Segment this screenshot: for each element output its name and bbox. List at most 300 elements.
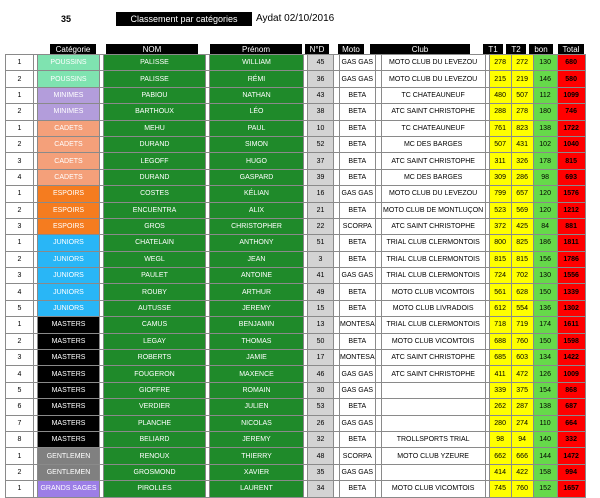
total-cell: 1611 bbox=[557, 317, 585, 333]
numero-cell: 17 bbox=[308, 350, 334, 366]
prenom-cell: ROMAIN bbox=[210, 382, 304, 398]
nom-cell: PALISSE bbox=[104, 55, 206, 71]
t2-cell: 287 bbox=[511, 399, 533, 415]
club-cell: ATC SAINT CHRISTOPHE bbox=[381, 104, 485, 120]
t2-cell: 286 bbox=[511, 169, 533, 185]
t1-cell: 561 bbox=[489, 284, 511, 300]
category-cell: MASTERS bbox=[38, 317, 100, 333]
rank-cell: 3 bbox=[6, 350, 34, 366]
total-cell: 994 bbox=[557, 464, 585, 480]
category-cell: GENTLEMEN bbox=[38, 448, 100, 464]
bon-cell: 154 bbox=[533, 382, 557, 398]
total-cell: 1099 bbox=[557, 87, 585, 103]
table-row bbox=[6, 55, 586, 71]
table-row bbox=[6, 218, 586, 234]
nom-cell: GROS bbox=[104, 218, 206, 234]
club-cell bbox=[381, 464, 485, 480]
table-row bbox=[6, 120, 586, 136]
t2-cell: 825 bbox=[511, 235, 533, 251]
nom-cell: DURAND bbox=[104, 136, 206, 152]
moto-cell: BETA bbox=[340, 235, 376, 251]
t2-cell: 431 bbox=[511, 136, 533, 152]
total-cell: 1556 bbox=[557, 268, 585, 284]
table-row bbox=[6, 415, 586, 431]
table-row bbox=[6, 350, 586, 366]
table-row bbox=[6, 169, 586, 185]
page-number: 35 bbox=[61, 14, 72, 24]
rank-cell: 5 bbox=[6, 382, 34, 398]
category-cell: JUNIORS bbox=[38, 235, 100, 251]
prenom-cell: RÉMI bbox=[210, 71, 304, 87]
total-cell: 332 bbox=[557, 431, 585, 447]
moto-cell: GAS GAS bbox=[340, 382, 376, 398]
table-row bbox=[6, 71, 586, 87]
rank-cell: 2 bbox=[6, 104, 34, 120]
bon-cell: 146 bbox=[533, 71, 557, 87]
category-cell: CADETS bbox=[38, 153, 100, 169]
nom-cell: LEGAY bbox=[104, 333, 206, 349]
total-cell: 1657 bbox=[557, 481, 585, 497]
club-cell: TC CHATEAUNEUF bbox=[381, 120, 485, 136]
category-cell: MASTERS bbox=[38, 431, 100, 447]
table-row bbox=[6, 333, 586, 349]
rank-cell: 1 bbox=[6, 481, 34, 497]
club-cell bbox=[381, 382, 485, 398]
total-cell: 664 bbox=[557, 415, 585, 431]
category-cell: CADETS bbox=[38, 136, 100, 152]
t1-cell: 761 bbox=[489, 120, 511, 136]
prenom-cell: THIERRY bbox=[210, 448, 304, 464]
table-row bbox=[6, 366, 586, 382]
moto-cell: BETA bbox=[340, 104, 376, 120]
prenom-cell: NICOLAS bbox=[210, 415, 304, 431]
t1-cell: 523 bbox=[489, 202, 511, 218]
nom-cell: PABIOU bbox=[104, 87, 206, 103]
column-header-moto: Moto bbox=[338, 44, 364, 56]
nom-cell: MEHU bbox=[104, 120, 206, 136]
club-cell: MOTO CLUB VICOMTOIS bbox=[381, 284, 485, 300]
prenom-cell: JAMIE bbox=[210, 350, 304, 366]
total-cell: 1598 bbox=[557, 333, 585, 349]
category-cell: JUNIORS bbox=[38, 300, 100, 316]
total-cell: 746 bbox=[557, 104, 585, 120]
total-cell: 1722 bbox=[557, 120, 585, 136]
bon-cell: 158 bbox=[533, 464, 557, 480]
table-row bbox=[6, 104, 586, 120]
table-row bbox=[6, 399, 586, 415]
t1-cell: 288 bbox=[489, 104, 511, 120]
club-cell: TRIAL CLUB CLERMONTOIS bbox=[381, 235, 485, 251]
category-cell: JUNIORS bbox=[38, 284, 100, 300]
t2-cell: 326 bbox=[511, 153, 533, 169]
rank-cell: 8 bbox=[6, 431, 34, 447]
numero-cell: 13 bbox=[308, 317, 334, 333]
t1-cell: 372 bbox=[489, 218, 511, 234]
bon-cell: 130 bbox=[533, 268, 557, 284]
t1-cell: 262 bbox=[489, 399, 511, 415]
t1-cell: 745 bbox=[489, 481, 511, 497]
nom-cell: GIOFFRE bbox=[104, 382, 206, 398]
category-cell: POUSSINS bbox=[38, 55, 100, 71]
nom-cell: ENCUENTRA bbox=[104, 202, 206, 218]
prenom-cell: ANTOINE bbox=[210, 268, 304, 284]
rank-cell: 1 bbox=[6, 235, 34, 251]
numero-cell: 16 bbox=[308, 186, 334, 202]
moto-cell: BETA bbox=[340, 136, 376, 152]
numero-cell: 26 bbox=[308, 415, 334, 431]
t2-cell: 219 bbox=[511, 71, 533, 87]
prenom-cell: SIMON bbox=[210, 136, 304, 152]
t2-cell: 507 bbox=[511, 87, 533, 103]
t2-cell: 760 bbox=[511, 333, 533, 349]
prenom-cell: PAUL bbox=[210, 120, 304, 136]
moto-cell: GAS GAS bbox=[340, 55, 376, 71]
nom-cell: GROSMOND bbox=[104, 464, 206, 480]
nom-cell: RENOUX bbox=[104, 448, 206, 464]
t2-cell: 278 bbox=[511, 104, 533, 120]
bon-cell: 174 bbox=[533, 317, 557, 333]
t1-cell: 685 bbox=[489, 350, 511, 366]
category-cell: MASTERS bbox=[38, 333, 100, 349]
moto-cell: BETA bbox=[340, 399, 376, 415]
bon-cell: 98 bbox=[533, 169, 557, 185]
t2-cell: 657 bbox=[511, 186, 533, 202]
bon-cell: 136 bbox=[533, 300, 557, 316]
nom-cell: PALISSE bbox=[104, 71, 206, 87]
bon-cell: 186 bbox=[533, 235, 557, 251]
rank-cell: 2 bbox=[6, 333, 34, 349]
table-row bbox=[6, 136, 586, 152]
category-cell: ESPOIRS bbox=[38, 186, 100, 202]
moto-cell: GAS GAS bbox=[340, 186, 376, 202]
rank-cell: 3 bbox=[6, 218, 34, 234]
t2-cell: 94 bbox=[511, 431, 533, 447]
prenom-cell: WILLIAM bbox=[210, 55, 304, 71]
prenom-cell: MAXENCE bbox=[210, 366, 304, 382]
club-cell: TROLLSPORTS TRIAL bbox=[381, 431, 485, 447]
rank-cell: 2 bbox=[6, 202, 34, 218]
rank-cell: 3 bbox=[6, 153, 34, 169]
bon-cell: 120 bbox=[533, 202, 557, 218]
t1-cell: 98 bbox=[489, 431, 511, 447]
bon-cell: 130 bbox=[533, 55, 557, 71]
column-header-categorie: Catégorie bbox=[50, 44, 96, 56]
bon-cell: 178 bbox=[533, 153, 557, 169]
t2-cell: 375 bbox=[511, 382, 533, 398]
numero-cell: 3 bbox=[308, 251, 334, 267]
moto-cell: BETA bbox=[340, 333, 376, 349]
total-cell: 687 bbox=[557, 399, 585, 415]
nom-cell: CAMUS bbox=[104, 317, 206, 333]
table-row bbox=[6, 251, 586, 267]
nom-cell: ROUBY bbox=[104, 284, 206, 300]
club-cell: MOTO CLUB DU LEVEZOU bbox=[381, 55, 485, 71]
t1-cell: 311 bbox=[489, 153, 511, 169]
bon-cell: 112 bbox=[533, 87, 557, 103]
table-row bbox=[6, 186, 586, 202]
table-row bbox=[6, 235, 586, 251]
total-cell: 1472 bbox=[557, 448, 585, 464]
numero-cell: 48 bbox=[308, 448, 334, 464]
prenom-cell: KÉLIAN bbox=[210, 186, 304, 202]
column-header-prenom: Prénom bbox=[210, 44, 302, 56]
event-date: Aydat 02/10/2016 bbox=[256, 13, 335, 24]
bon-cell: 150 bbox=[533, 333, 557, 349]
moto-cell: GAS GAS bbox=[340, 71, 376, 87]
category-cell: JUNIORS bbox=[38, 251, 100, 267]
moto-cell: BETA bbox=[340, 251, 376, 267]
t1-cell: 718 bbox=[489, 317, 511, 333]
t1-cell: 309 bbox=[489, 169, 511, 185]
t2-cell: 422 bbox=[511, 464, 533, 480]
t1-cell: 215 bbox=[489, 71, 511, 87]
rank-cell: 1 bbox=[6, 55, 34, 71]
bon-cell: 120 bbox=[533, 186, 557, 202]
bon-cell: 156 bbox=[533, 251, 557, 267]
rank-cell: 1 bbox=[6, 186, 34, 202]
t1-cell: 724 bbox=[489, 268, 511, 284]
category-cell: ESPOIRS bbox=[38, 218, 100, 234]
nom-cell: VERDIER bbox=[104, 399, 206, 415]
category-cell: POUSSINS bbox=[38, 71, 100, 87]
bon-cell: 84 bbox=[533, 218, 557, 234]
numero-cell: 37 bbox=[308, 153, 334, 169]
numero-cell: 50 bbox=[308, 333, 334, 349]
column-header-bon: bon bbox=[529, 44, 553, 56]
numero-cell: 32 bbox=[308, 431, 334, 447]
moto-cell: MONTESA bbox=[340, 350, 376, 366]
moto-cell: BETA bbox=[340, 169, 376, 185]
table-row bbox=[6, 153, 586, 169]
bon-cell: 180 bbox=[533, 104, 557, 120]
nom-cell: COSTES bbox=[104, 186, 206, 202]
nom-cell: PLANCHE bbox=[104, 415, 206, 431]
column-header-t1: T1 bbox=[483, 44, 503, 56]
club-cell: TRIAL CLUB CLERMONTOIS bbox=[381, 251, 485, 267]
club-cell: ATC SAINT CHRISTOPHE bbox=[381, 218, 485, 234]
t2-cell: 274 bbox=[511, 415, 533, 431]
numero-cell: 53 bbox=[308, 399, 334, 415]
category-cell: MINIMES bbox=[38, 87, 100, 103]
t1-cell: 688 bbox=[489, 333, 511, 349]
numero-cell: 22 bbox=[308, 218, 334, 234]
table-row bbox=[6, 382, 586, 398]
category-cell: GENTLEMEN bbox=[38, 464, 100, 480]
nom-cell: PIROLLES bbox=[104, 481, 206, 497]
bon-cell: 140 bbox=[533, 431, 557, 447]
category-cell: MASTERS bbox=[38, 415, 100, 431]
moto-cell: GAS GAS bbox=[340, 268, 376, 284]
club-cell: MOTO CLUB DU LEVEZOU bbox=[381, 186, 485, 202]
prenom-cell: LÉO bbox=[210, 104, 304, 120]
category-cell: ESPOIRS bbox=[38, 202, 100, 218]
t1-cell: 507 bbox=[489, 136, 511, 152]
prenom-cell: THOMAS bbox=[210, 333, 304, 349]
category-cell: CADETS bbox=[38, 120, 100, 136]
club-cell bbox=[381, 399, 485, 415]
t1-cell: 612 bbox=[489, 300, 511, 316]
bon-cell: 138 bbox=[533, 120, 557, 136]
total-cell: 680 bbox=[557, 55, 585, 71]
column-header-nom: NOM bbox=[106, 44, 198, 56]
prenom-cell: ANTHONY bbox=[210, 235, 304, 251]
prenom-cell: HUGO bbox=[210, 153, 304, 169]
numero-cell: 46 bbox=[308, 366, 334, 382]
numero-cell: 41 bbox=[308, 268, 334, 284]
club-cell: ATC SAINT CHRISTOPHE bbox=[381, 153, 485, 169]
prenom-cell: JEREMY bbox=[210, 300, 304, 316]
nom-cell: PAULET bbox=[104, 268, 206, 284]
category-cell: MASTERS bbox=[38, 350, 100, 366]
bon-cell: 134 bbox=[533, 350, 557, 366]
prenom-cell: CHRISTOPHER bbox=[210, 218, 304, 234]
table-row bbox=[6, 87, 586, 103]
t2-cell: 569 bbox=[511, 202, 533, 218]
nom-cell: BARTHOUX bbox=[104, 104, 206, 120]
t1-cell: 799 bbox=[489, 186, 511, 202]
table-row bbox=[6, 448, 586, 464]
numero-cell: 39 bbox=[308, 169, 334, 185]
rank-cell: 2 bbox=[6, 71, 34, 87]
numero-cell: 49 bbox=[308, 284, 334, 300]
moto-cell: MONTESA bbox=[340, 317, 376, 333]
numero-cell: 43 bbox=[308, 87, 334, 103]
numero-cell: 38 bbox=[308, 104, 334, 120]
total-cell: 1811 bbox=[557, 235, 585, 251]
total-cell: 1422 bbox=[557, 350, 585, 366]
club-cell: ATC SAINT CHRISTOPHE bbox=[381, 350, 485, 366]
rank-cell: 7 bbox=[6, 415, 34, 431]
nom-cell: BELIARD bbox=[104, 431, 206, 447]
table-row bbox=[6, 300, 586, 316]
table-row bbox=[6, 284, 586, 300]
club-cell: MOTO CLUB VICOMTOIS bbox=[381, 481, 485, 497]
moto-cell: GAS GAS bbox=[340, 366, 376, 382]
moto-cell: BETA bbox=[340, 481, 376, 497]
t2-cell: 719 bbox=[511, 317, 533, 333]
moto-cell: SCORPA bbox=[340, 218, 376, 234]
bon-cell: 144 bbox=[533, 448, 557, 464]
t1-cell: 411 bbox=[489, 366, 511, 382]
rank-cell: 5 bbox=[6, 300, 34, 316]
rank-cell: 4 bbox=[6, 169, 34, 185]
club-cell: MC DES BARGES bbox=[381, 169, 485, 185]
category-cell: MASTERS bbox=[38, 399, 100, 415]
rank-cell: 1 bbox=[6, 87, 34, 103]
club-cell: TC CHATEAUNEUF bbox=[381, 87, 485, 103]
nom-cell: AUTUSSE bbox=[104, 300, 206, 316]
total-cell: 1339 bbox=[557, 284, 585, 300]
moto-cell: BETA bbox=[340, 431, 376, 447]
t1-cell: 800 bbox=[489, 235, 511, 251]
t2-cell: 554 bbox=[511, 300, 533, 316]
numero-cell: 52 bbox=[308, 136, 334, 152]
column-header-total: Total bbox=[558, 44, 584, 56]
rank-cell: 1 bbox=[6, 317, 34, 333]
total-cell: 1040 bbox=[557, 136, 585, 152]
numero-cell: 36 bbox=[308, 71, 334, 87]
moto-cell: BETA bbox=[340, 120, 376, 136]
rank-cell: 2 bbox=[6, 136, 34, 152]
rank-cell: 3 bbox=[6, 268, 34, 284]
prenom-cell: GASPARD bbox=[210, 169, 304, 185]
nom-cell: WEGL bbox=[104, 251, 206, 267]
column-header-numero: N°D bbox=[305, 44, 329, 56]
nom-cell: DURAND bbox=[104, 169, 206, 185]
moto-cell: BETA bbox=[340, 153, 376, 169]
t2-cell: 702 bbox=[511, 268, 533, 284]
total-cell: 815 bbox=[557, 153, 585, 169]
club-cell: MOTO CLUB VICOMTOIS bbox=[381, 333, 485, 349]
prenom-cell: LAURENT bbox=[210, 481, 304, 497]
total-cell: 868 bbox=[557, 382, 585, 398]
moto-cell: BETA bbox=[340, 202, 376, 218]
total-cell: 1576 bbox=[557, 186, 585, 202]
moto-cell: BETA bbox=[340, 284, 376, 300]
numero-cell: 21 bbox=[308, 202, 334, 218]
club-cell: MOTO CLUB DE MONTLUÇON bbox=[381, 202, 485, 218]
prenom-cell: ALIX bbox=[210, 202, 304, 218]
table-row bbox=[6, 202, 586, 218]
column-header-t2: T2 bbox=[506, 44, 526, 56]
bon-cell: 138 bbox=[533, 399, 557, 415]
total-cell: 881 bbox=[557, 218, 585, 234]
t1-cell: 662 bbox=[489, 448, 511, 464]
bon-cell: 110 bbox=[533, 415, 557, 431]
table-row bbox=[6, 481, 586, 497]
club-cell bbox=[381, 415, 485, 431]
column-header-club: Club bbox=[370, 44, 470, 56]
t1-cell: 278 bbox=[489, 55, 511, 71]
rank-cell: 1 bbox=[6, 448, 34, 464]
t2-cell: 823 bbox=[511, 120, 533, 136]
prenom-cell: ARTHUR bbox=[210, 284, 304, 300]
prenom-cell: BENJAMIN bbox=[210, 317, 304, 333]
prenom-cell: NATHAN bbox=[210, 87, 304, 103]
prenom-cell: JULIEN bbox=[210, 399, 304, 415]
category-cell: MASTERS bbox=[38, 366, 100, 382]
table-row bbox=[6, 317, 586, 333]
table-row bbox=[6, 431, 586, 447]
moto-cell: GAS GAS bbox=[340, 464, 376, 480]
club-cell: TRIAL CLUB CLERMONTOIS bbox=[381, 268, 485, 284]
total-cell: 580 bbox=[557, 71, 585, 87]
total-cell: 1786 bbox=[557, 251, 585, 267]
bon-cell: 126 bbox=[533, 366, 557, 382]
t1-cell: 280 bbox=[489, 415, 511, 431]
nom-cell: CHATELAIN bbox=[104, 235, 206, 251]
numero-cell: 34 bbox=[308, 481, 334, 497]
t1-cell: 414 bbox=[489, 464, 511, 480]
rank-cell: 6 bbox=[6, 399, 34, 415]
bon-cell: 102 bbox=[533, 136, 557, 152]
club-cell: MOTO CLUB YZEURE bbox=[381, 448, 485, 464]
rank-cell: 4 bbox=[6, 366, 34, 382]
t2-cell: 815 bbox=[511, 251, 533, 267]
bon-cell: 152 bbox=[533, 481, 557, 497]
numero-cell: 45 bbox=[308, 55, 334, 71]
numero-cell: 10 bbox=[308, 120, 334, 136]
category-cell: CADETS bbox=[38, 169, 100, 185]
category-cell: MINIMES bbox=[38, 104, 100, 120]
numero-cell: 30 bbox=[308, 382, 334, 398]
total-cell: 1302 bbox=[557, 300, 585, 316]
results-table bbox=[5, 54, 586, 498]
t2-cell: 760 bbox=[511, 481, 533, 497]
t1-cell: 815 bbox=[489, 251, 511, 267]
moto-cell: SCORPA bbox=[340, 448, 376, 464]
club-cell: MOTO CLUB LIVRADOIS bbox=[381, 300, 485, 316]
